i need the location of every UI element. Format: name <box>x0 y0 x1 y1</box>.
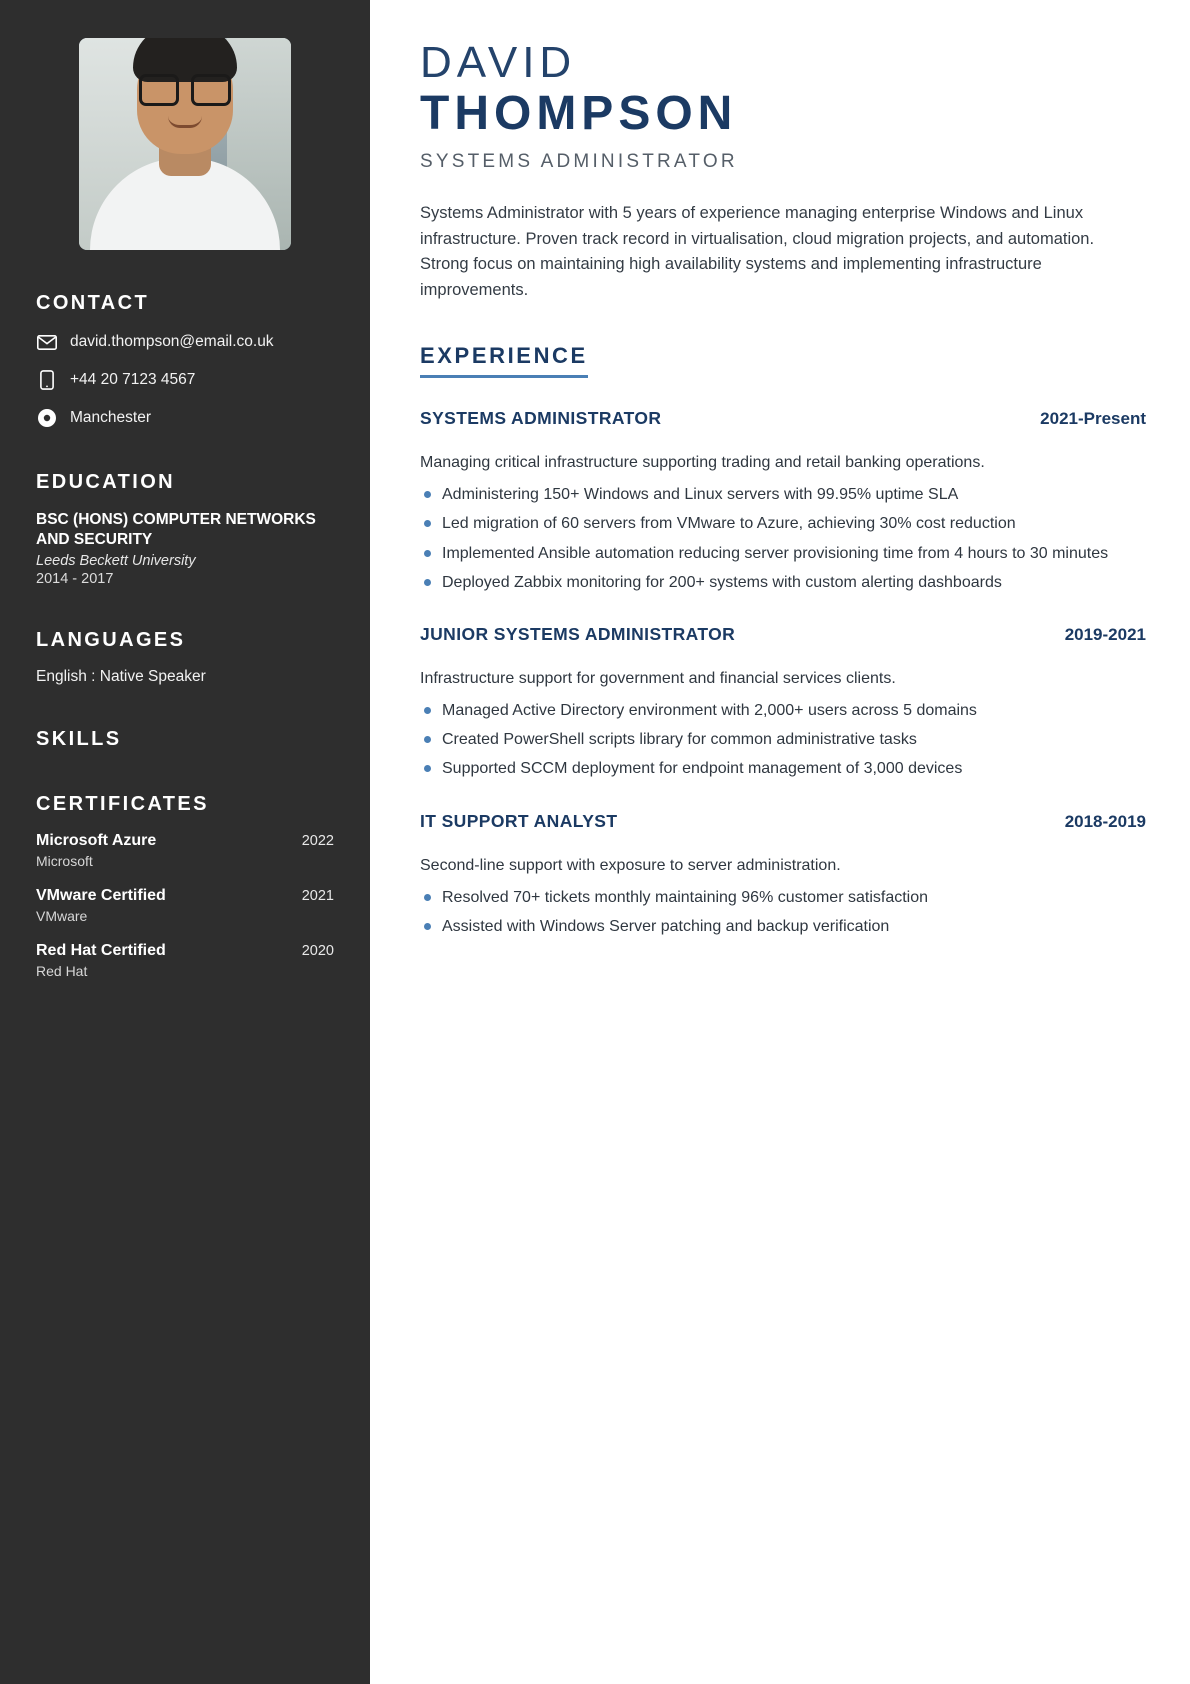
certificate-org: Red Hat <box>36 962 88 979</box>
experience-description: Second-line support with exposure to server administration. <box>420 856 841 874</box>
experience-description: Managing critical infrastructure supporting trading and retail banking operations. <box>420 454 985 472</box>
last-name: THOMPSON <box>420 87 738 141</box>
certificate-name: VMware Certified <box>36 886 166 904</box>
experience-description: Infrastructure support for government and financial services clients. <box>420 669 896 687</box>
experience-bullet: Assisted with Windows Server patching and backup verification <box>420 915 1146 938</box>
contact-phone-row <box>36 369 334 391</box>
skills-heading: SKILLS <box>36 727 122 750</box>
glasses-icon <box>139 74 231 100</box>
experience-bullets <box>420 483 1146 594</box>
experience-heading: EXPERIENCE <box>420 343 588 378</box>
main-content <box>370 0 1190 1684</box>
experience-bullet: Deployed Zabbix monitoring for 200+ systems with custom alerting dashboards <box>420 571 1146 594</box>
education-school: Leeds Beckett University <box>36 552 196 569</box>
contact-email-row <box>36 331 334 353</box>
certificate-item <box>36 832 334 869</box>
language-item: English : Native Speaker <box>36 667 206 685</box>
experience-bullet: Administering 150+ Windows and Linux servers with 99.95% uptime SLA <box>420 483 1146 506</box>
envelope-icon <box>36 331 58 353</box>
experience-entry <box>420 811 1146 938</box>
education-degree: BSC (HONS) COMPUTER NETWORKS AND SECURITY <box>36 511 316 549</box>
location-pin-icon <box>36 407 58 429</box>
contact-location-text: Manchester <box>70 409 151 426</box>
experience-title: JUNIOR SYSTEMS ADMINISTRATOR <box>420 623 736 644</box>
experience-bullet: Managed Active Directory environment with 2,000+ users across 5 domains <box>420 699 1146 722</box>
experience-bullet: Resolved 70+ tickets monthly maintaining 96% customer satisfaction <box>420 886 1146 909</box>
experience-bullets <box>420 699 1146 781</box>
experience-entry-header <box>420 408 1146 429</box>
education-heading: EDUCATION <box>36 471 176 493</box>
certificate-item <box>36 942 334 979</box>
experience-bullet: Led migration of 60 servers from VMware to Azure, achieving 30% cost reduction <box>420 512 1146 535</box>
experience-entry-header <box>420 624 1146 645</box>
contact-phone-text: +44 20 7123 4567 <box>70 371 196 388</box>
experience-entry <box>420 408 1146 594</box>
certificate-year: 2020 <box>301 942 334 959</box>
certificate-top-row <box>36 832 334 850</box>
certificates-heading: CERTIFICATES <box>36 792 209 815</box>
certificate-year: 2022 <box>301 832 334 849</box>
experience-title: IT SUPPORT ANALYST <box>420 810 618 831</box>
certificate-item <box>36 887 334 924</box>
education-dates: 2014 - 2017 <box>36 570 114 587</box>
avatar <box>79 38 291 250</box>
certificate-top-row <box>36 887 334 905</box>
certificate-org: VMware <box>36 907 88 924</box>
professional-summary: Systems Administrator with 5 years of experience managing enterprise Windows and Linux infrastructure. Proven track record in virtualisation, cloud migration projects, and automation. Strong focus on maintaining high availability systems and implementing infrastructure improvements. <box>420 203 1095 299</box>
contact-location-row <box>36 407 334 429</box>
certificate-name: Red Hat Certified <box>36 941 166 959</box>
certificate-org: Microsoft <box>36 852 93 869</box>
experience-dates: 2021-Present <box>1040 409 1146 429</box>
experience-entry-header <box>420 811 1146 832</box>
phone-icon <box>36 369 58 391</box>
experience-title: SYSTEMS ADMINISTRATOR <box>420 408 662 429</box>
contact-heading: CONTACT <box>36 292 150 314</box>
experience-bullets <box>420 886 1146 938</box>
certificate-top-row <box>36 942 334 960</box>
experience-bullet: Supported SCCM deployment for endpoint management of 3,000 devices <box>420 757 1146 780</box>
experience-bullet: Implemented Ansible automation reducing server provisioning time from 4 hours to 30 minutes <box>420 542 1146 565</box>
certificate-name: Microsoft Azure <box>36 831 157 849</box>
first-name: DAVID <box>420 38 577 87</box>
contact-email-text: david.thompson@email.co.uk <box>70 333 274 350</box>
experience-dates: 2018-2019 <box>1064 811 1146 831</box>
experience-bullet: Created PowerShell scripts library for common administrative tasks <box>420 728 1146 751</box>
sidebar <box>0 0 370 1684</box>
certificate-year: 2021 <box>301 887 334 904</box>
languages-heading: LANGUAGES <box>36 628 186 651</box>
job-role-subtitle: SYSTEMS ADMINISTRATOR <box>420 150 738 172</box>
experience-dates: 2019-2021 <box>1064 624 1146 644</box>
experience-entry <box>420 624 1146 781</box>
